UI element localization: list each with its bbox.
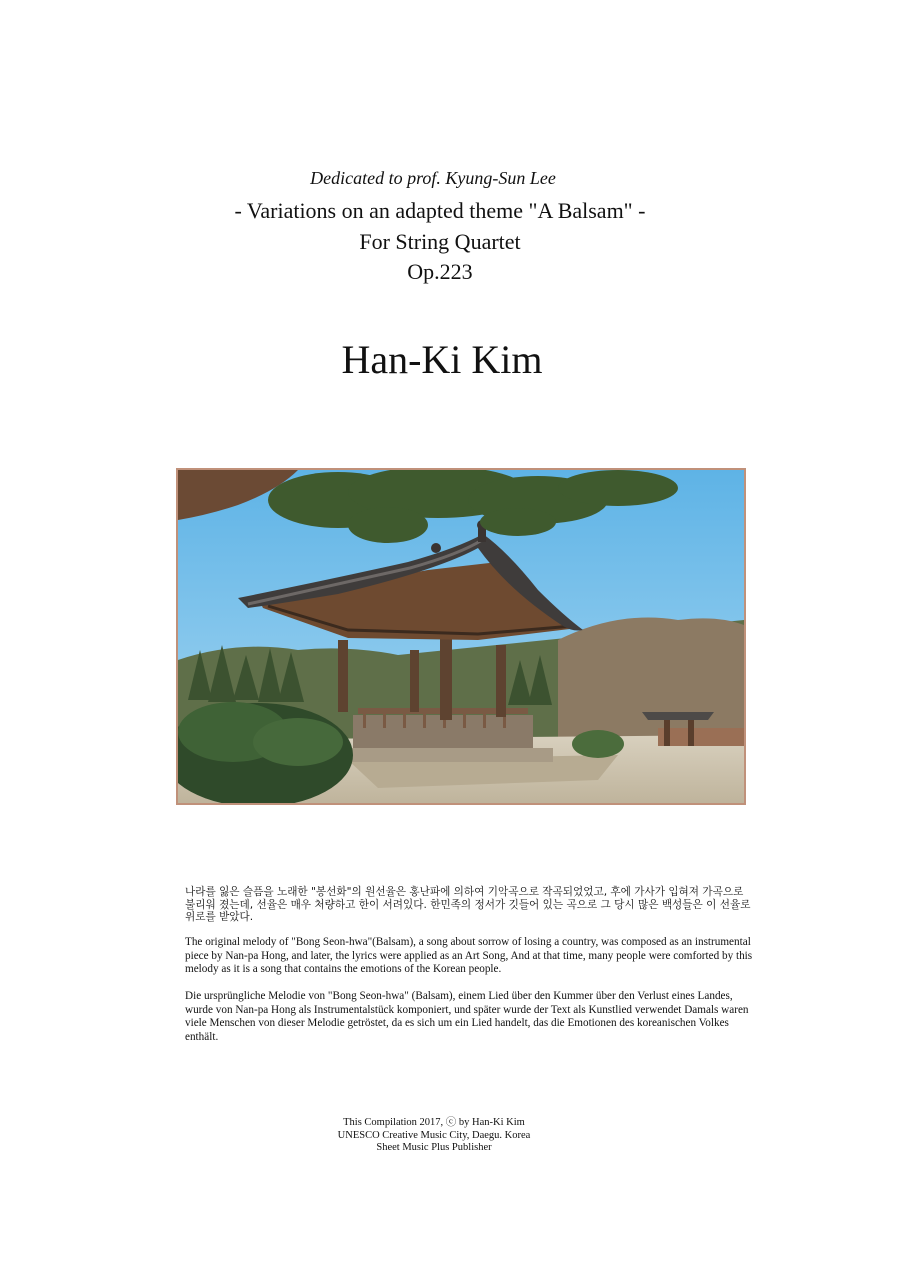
opus-number: Op.223 (407, 259, 473, 284)
publication-footer (300, 1117, 568, 1155)
piece-title: - Variations on an adapted theme "A Balsam" - (234, 198, 646, 223)
publisher-line: Sheet Music Plus Publisher (376, 1142, 492, 1153)
cover-photo (176, 468, 746, 805)
dedication: Dedicated to prof. Kyung-Sun Lee (310, 168, 556, 188)
note-english: The original melody of "Bong Seon-hwa"(Balsam), a song about sorrow of losing a country, was composed as an instrumental piece by Nan-pa Hong, and later, the lyrics were applied as an Art Song, And at that time, many people were comforted by this melody as it is a song that contains the emotions of the Korean people. (185, 936, 753, 975)
city-line: UNESCO Creative Music City, Daegu. Korea (337, 1129, 531, 1141)
composer-name: Han-Ki Kim (341, 337, 543, 382)
copyright-line: This Compilation 2017, ⓒ by Han-Ki Kim (343, 1117, 525, 1128)
instrumentation: For String Quartet (359, 229, 521, 254)
note-korean: 나라를 잃은 슬픔을 노래한 "봉선화"의 원선율은 홍난파에 의하여 기악곡으로 작곡되었었고, 후에 가사가 입혀져 가곡으로 불리워 졌는데, 선율은 매우 처량하고 한이 서려있다. 한민족의 정서가 깃들어 있는 곡으로 그 당시 많은 백성들은 이 선율로 위로를 받았다. (185, 886, 751, 923)
note-german: Die ursprüngliche Melodie von "Bong Seon-hwa" (Balsam), einem Lied über den Kummer über den Verlust eines Landes, wurde von Nan-pa Hong als Instrumentalstück komponiert, und später wurde der Text als Kunstlied verwendet Damals waren viele Menschen von dieser Melodie getröstet, da es sich um ein Lied handelt, das die Emotionen des koreanischen Volkes enthält. (185, 990, 749, 1043)
